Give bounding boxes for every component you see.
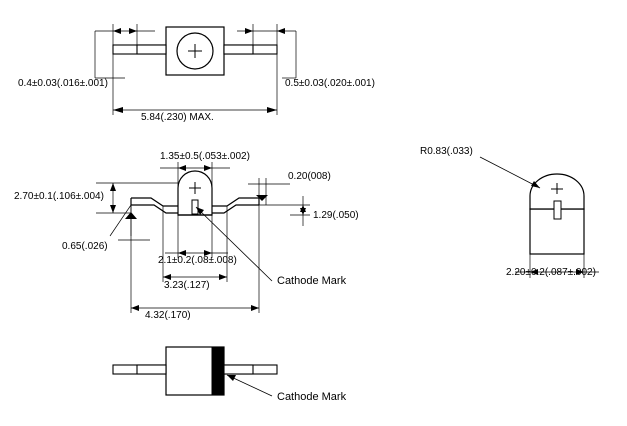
dim-lead-thickness: 0.20(008) — [288, 171, 331, 182]
dim-body-base: 2.1±0.2(.08±.008) — [158, 255, 237, 266]
dim-lead-span-inner: 3.23(.127) — [164, 280, 210, 291]
dim-body-width: 1.35±0.5(.053±.002) — [160, 151, 250, 162]
dim-body-depth: 2.20±0.2(.087±.002) — [506, 267, 596, 278]
dim-total-height: 2.70±0.1(.106±.004) — [14, 191, 104, 202]
dim-overall-length: 5.84(.230) MAX. — [141, 112, 214, 123]
dim-lead-width-right: 0.5±0.03(.020±.001) — [285, 78, 375, 89]
callout-cathode-mark-bottom: Cathode Mark — [277, 391, 347, 403]
dim-seating-height: 1.29(.050) — [313, 210, 359, 221]
dim-lead-width-left: 0.4±0.03(.016±.001) — [18, 78, 108, 89]
dim-radius: R0.83(.033) — [420, 146, 473, 157]
dim-stand-off: 0.65(.026) — [62, 241, 108, 252]
callout-cathode-mark-side: Cathode Mark — [277, 275, 347, 287]
dim-lead-span-outer: 4.32(.170) — [145, 310, 191, 321]
